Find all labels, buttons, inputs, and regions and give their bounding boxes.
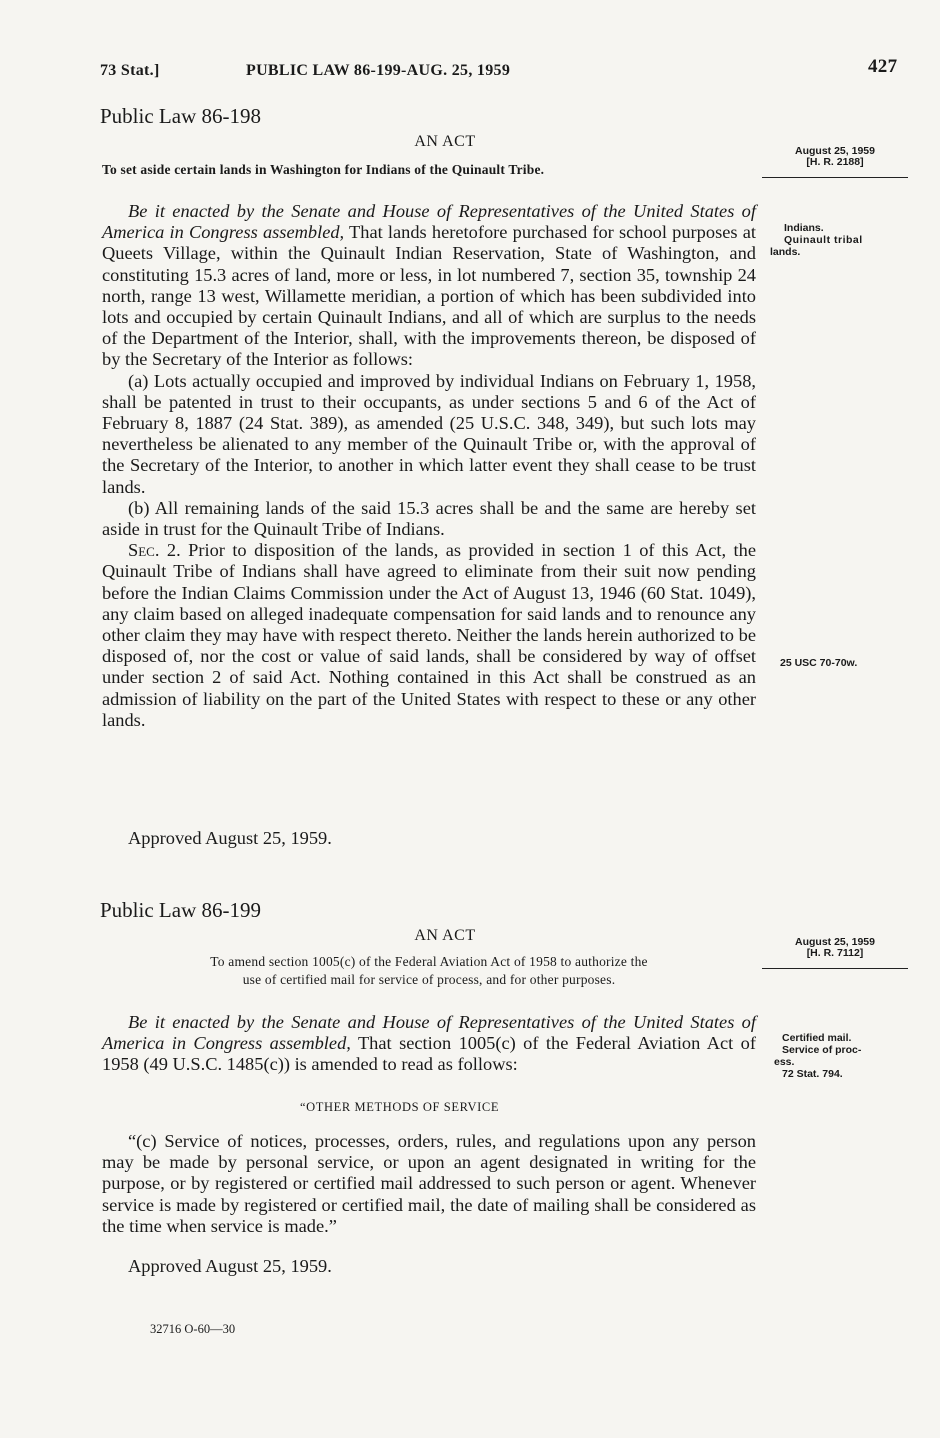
volume-citation: 73 Stat.] xyxy=(100,62,160,79)
law1-sec2-label: Sec. 2. xyxy=(128,540,181,561)
margin-line: Certified mail. xyxy=(782,1032,852,1044)
law2-section-text: That section 1005(c) of the Federal Aviation Act of 1958 (49 U.S.C. 1485(c)) is amended to read as follows: xyxy=(102,1033,756,1075)
page-number: 427 xyxy=(868,56,898,77)
law2-an-act: AN ACT xyxy=(414,927,476,944)
law2-purpose-line2: use of certified mail for service of process, and for other purposes. xyxy=(242,972,616,987)
law1-sec2-text: Prior to disposition of the lands, as provided in section 1 of this Act, the Quinault Tribe of Indians shall have agreed to eliminate from their suit now pending before the Indian Claims Commission under the Act of August 13, 1946 (60 Stat. 1049), any claim based on alleged inadequate compensation for said lands and to renounce any other claim they may have with respect thereto. Neither the lands herein authorized to be disposed of, nor the cost or value of said lands, shall be considered by way of offset under section 2 of said Act. Nothing contained in this Act shall be construed as an admission of liability on the part of the United States with respect to these or any other lands. xyxy=(102,540,756,730)
law1-date: August 25, 1959 xyxy=(795,145,875,157)
law2-title: Public Law 86-199 xyxy=(100,898,261,922)
law2-margin-note xyxy=(774,1032,862,1080)
law2-purpose xyxy=(102,953,756,989)
law1-subsection-b: (b) All remaining lands of the said 15.3 acres shall be and the same are hereby set aside in trust for the Quinault Tribe of Indians. xyxy=(102,497,756,540)
law1-purpose: To set aside certain lands in Washington for Indians of the Quinault Tribe. xyxy=(102,162,545,177)
law2-enacting-clause xyxy=(102,1012,756,1076)
law1-an-act: AN ACT xyxy=(414,133,476,150)
print-code: 32716 O-60—30 xyxy=(150,1322,236,1336)
margin-line: lands. xyxy=(770,246,801,258)
law1-section1-text: That lands heretofore purchased for school purposes at Queets Village, within the Quinault Indian Reservation, State of Washington, and constituting 15.3 acres of land, more or less, in lot numbered 7, section 35, township 24 north, range 13 west, Willamette meridian, a portion of which has been subdivided into lots and occupied by certain Quinault Indians, and all of which are surplus to the needs of the Department of the Interior, shall, with the improvements thereon, be disposed of by the Secretary of the Interior as follows: xyxy=(102,222,756,370)
law2-approved: Approved August 25, 1959. xyxy=(128,1256,332,1276)
law2-body-c xyxy=(102,1131,756,1237)
law1-date-box xyxy=(764,146,906,168)
law1-body xyxy=(102,201,756,731)
law1-bill-number: [H. R. 2188] xyxy=(806,156,864,168)
law2-subsection-c: “(c) Service of notices, processes, orders, rules, and regulations upon any person may be made by personal service, or upon an agent designated in writing for the purpose, or by registered or certified mail addressed to such person or agent. Whenever service is made by registered or certified mail, the date of mailing shall be considered as the time when service is made.” xyxy=(102,1131,756,1236)
margin-line: 72 Stat. 794. xyxy=(782,1068,843,1080)
running-title: PUBLIC LAW 86-199-AUG. 25, 1959 xyxy=(246,62,511,79)
law1-section2 xyxy=(102,540,756,731)
law1-subsection-a: (a) Lots actually occupied and improved by individual Indians on February 1, 1958, shall be patented in trust to their occupants, as under sections 5 and 6 of the Act of February 8, 1887 (24 Stat. 389), as amended (25 U.S.C. 348, 349), but such lots may nevertheless be alienated to any member of the Quinault Tribe or, with the approval of the Secretary of the Interior, to another in which latter event they shall cease to be trust lands. xyxy=(102,370,756,497)
law2-purpose-line1: To amend section 1005(c) of the Federal Aviation Act of 1958 to authorize the xyxy=(210,954,648,969)
law2-enacting-italic: Be it enacted by the Senate and House of Representatives of the United States of America in Congress assembled, xyxy=(102,1012,756,1054)
law2-body xyxy=(102,1012,756,1076)
margin-line: ess. xyxy=(774,1056,795,1068)
law2-date-box xyxy=(764,937,906,959)
law2-subheading: “OTHER METHODS OF SERVICE xyxy=(300,1100,500,1114)
law2-bill-number: [H. R. 7112] xyxy=(806,947,864,959)
margin-line: Indians. xyxy=(784,222,824,234)
law1-title: Public Law 86-198 xyxy=(100,104,261,128)
law2-date-rule xyxy=(762,968,908,969)
law1-approved: Approved August 25, 1959. xyxy=(128,828,332,848)
law2-date: August 25, 1959 xyxy=(795,936,875,948)
law1-margin-note-indians xyxy=(770,222,863,258)
margin-line: Service of proc- xyxy=(782,1044,862,1056)
margin-line: Quinault tribal xyxy=(784,234,863,246)
law1-margin-note-usc: 25 USC 70-70w. xyxy=(780,657,858,669)
law1-date-rule xyxy=(762,177,908,178)
law1-enacting-italic: Be it enacted by the Senate and House of Representatives of the United States of America in Congress assembled, xyxy=(102,201,756,243)
law1-enacting-clause xyxy=(102,201,756,371)
